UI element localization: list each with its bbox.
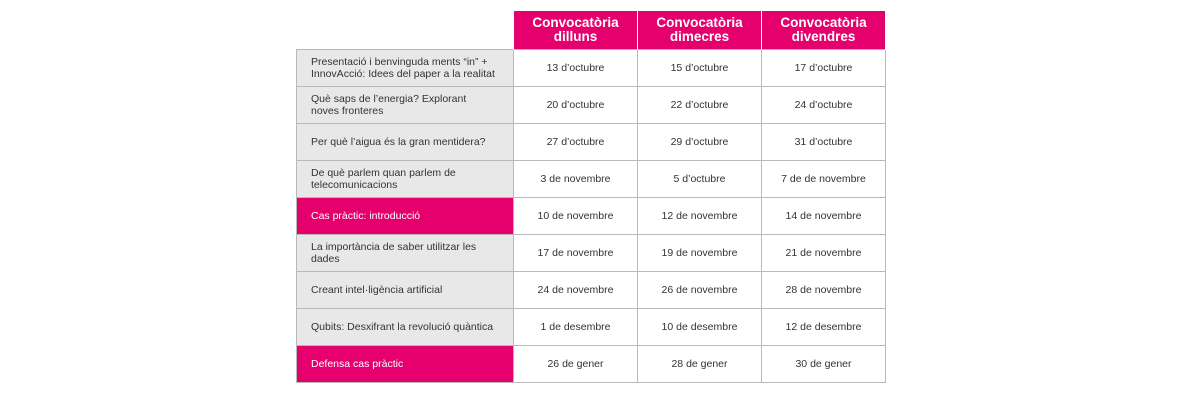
header-dimecres bbox=[638, 11, 762, 50]
date-cell: 26 de gener bbox=[514, 346, 638, 383]
session-name-line: De què parlem quan parlem de bbox=[311, 167, 456, 179]
date-cell: 13 d’octubre bbox=[514, 50, 638, 87]
table-row bbox=[297, 272, 886, 309]
session-cell-highlighted bbox=[297, 198, 514, 235]
date-cell: 5 d’octubre bbox=[638, 161, 762, 198]
session-name-line: Defensa cas pràctic bbox=[311, 358, 404, 370]
date-cell: 28 de gener bbox=[638, 346, 762, 383]
header-label: Convocatòria bbox=[532, 15, 619, 30]
header-row bbox=[297, 11, 886, 50]
date-cell: 30 de gener bbox=[762, 346, 886, 383]
date-cell: 19 de novembre bbox=[638, 235, 762, 272]
session-cell bbox=[297, 50, 514, 87]
date-cell: 21 de novembre bbox=[762, 235, 886, 272]
session-cell bbox=[297, 124, 514, 161]
session-name-line: Per què l’aigua és la gran mentidera? bbox=[311, 136, 486, 148]
session-name-line: Presentació i benvinguda ments “in” + bbox=[311, 56, 488, 68]
date-cell: 26 de novembre bbox=[638, 272, 762, 309]
date-cell: 27 d’octubre bbox=[514, 124, 638, 161]
date-cell: 14 de novembre bbox=[762, 198, 886, 235]
date-cell: 7 de de novembre bbox=[762, 161, 886, 198]
session-cell bbox=[297, 272, 514, 309]
session-name-line: noves fronteres bbox=[311, 105, 384, 117]
header-label: Convocatòria bbox=[780, 15, 867, 30]
header-day: divendres bbox=[791, 29, 856, 44]
table-row bbox=[297, 309, 886, 346]
date-cell: 31 d’octubre bbox=[762, 124, 886, 161]
header-dilluns bbox=[514, 11, 638, 50]
date-cell: 22 d’octubre bbox=[638, 87, 762, 124]
date-cell: 10 de desembre bbox=[638, 309, 762, 346]
table-row bbox=[297, 346, 886, 383]
session-name-line: InnovAcció: Idees del paper a la realitat bbox=[311, 68, 495, 80]
date-cell: 15 d’octubre bbox=[638, 50, 762, 87]
date-cell: 1 de desembre bbox=[514, 309, 638, 346]
date-cell: 12 de novembre bbox=[638, 198, 762, 235]
header-label: Convocatòria bbox=[656, 15, 743, 30]
table-row bbox=[297, 235, 886, 272]
header-blank-cell bbox=[297, 11, 514, 50]
date-cell: 3 de novembre bbox=[514, 161, 638, 198]
session-name-line: Què saps de l’energia? Explorant bbox=[311, 93, 467, 105]
session-cell-highlighted bbox=[297, 346, 514, 383]
table-row bbox=[297, 50, 886, 87]
table-row bbox=[297, 161, 886, 198]
date-cell: 29 d’octubre bbox=[638, 124, 762, 161]
date-cell: 10 de novembre bbox=[514, 198, 638, 235]
table-row bbox=[297, 124, 886, 161]
date-cell: 17 d’octubre bbox=[762, 50, 886, 87]
date-cell: 20 d’octubre bbox=[514, 87, 638, 124]
table-row bbox=[297, 198, 886, 235]
session-cell bbox=[297, 87, 514, 124]
date-cell: 12 de desembre bbox=[762, 309, 886, 346]
header-divendres bbox=[762, 11, 886, 50]
schedule-body bbox=[297, 50, 886, 383]
session-name-line: La importància de saber utilitzar les dades bbox=[311, 241, 477, 265]
date-cell: 28 de novembre bbox=[762, 272, 886, 309]
date-cell: 24 d’octubre bbox=[762, 87, 886, 124]
date-cell: 24 de novembre bbox=[514, 272, 638, 309]
header-day: dimecres bbox=[669, 29, 730, 44]
table-row bbox=[297, 87, 886, 124]
session-cell bbox=[297, 161, 514, 198]
session-name-line: Cas pràctic: introducció bbox=[311, 210, 421, 222]
session-name-line: Creant intel·ligència artificial bbox=[311, 284, 443, 296]
session-cell bbox=[297, 235, 514, 272]
schedule-table bbox=[296, 11, 886, 383]
header-day: dilluns bbox=[553, 29, 598, 44]
session-name-line: telecomunicacions bbox=[311, 179, 398, 191]
session-name-line: Qubits: Desxifrant la revolució quàntica bbox=[311, 321, 494, 333]
date-cell: 17 de novembre bbox=[514, 235, 638, 272]
session-cell bbox=[297, 309, 514, 346]
